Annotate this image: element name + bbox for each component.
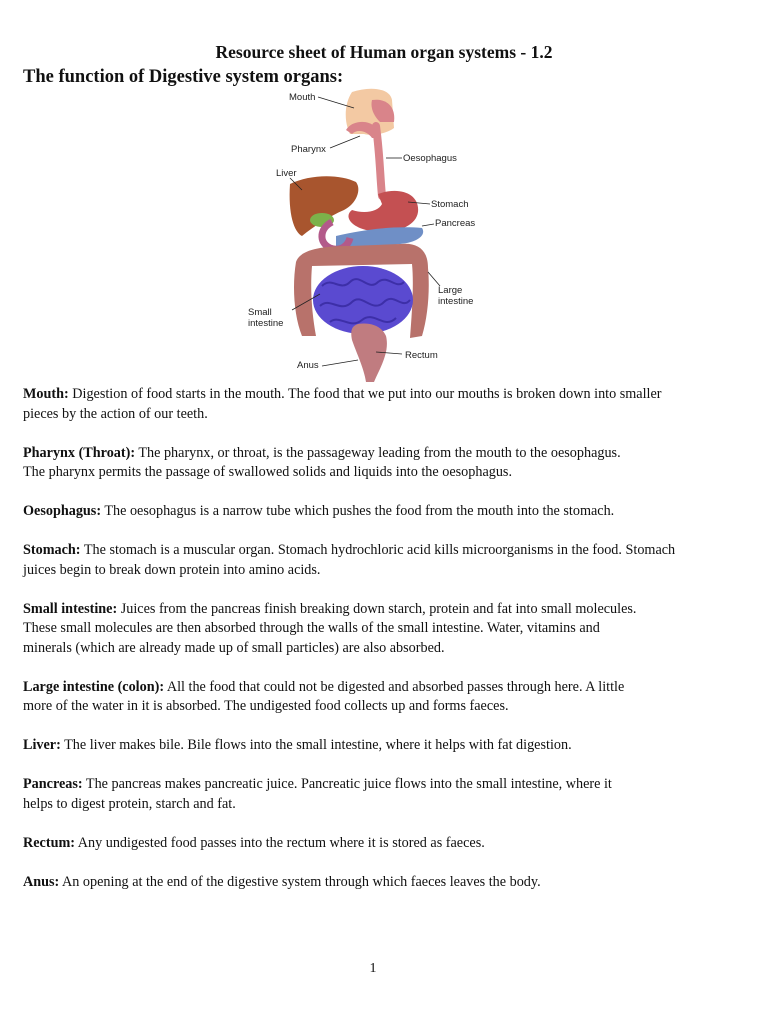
oesophagus-tube bbox=[376, 126, 382, 196]
entry-anus bbox=[23, 873, 748, 893]
entry-pancreas bbox=[23, 775, 748, 814]
entry-pharynx bbox=[23, 444, 748, 483]
entry-text: Juices from the pancreas finish breaking down starch, protein and fat into small molecules. bbox=[120, 600, 637, 617]
entry-liver bbox=[23, 736, 748, 756]
entry-line: These small molecules are then absorbed through the walls of the small intestine. Water, vitamins and bbox=[23, 620, 600, 636]
entry-text: The liver makes bile. Bile flows into the small intestine, where it helps with fat digestion. bbox=[64, 737, 572, 753]
entry-term: Large intestine (colon): bbox=[23, 678, 165, 695]
label-anus: Anus bbox=[297, 360, 319, 371]
entry-term: Anus: bbox=[23, 873, 60, 890]
entry-line: helps to digest protein, starch and fat. bbox=[23, 795, 236, 812]
entry-mouth bbox=[23, 385, 748, 424]
entry-line: minerals (which are already made up of small particles) are also absorbed. bbox=[23, 639, 445, 656]
entry-line bbox=[23, 775, 748, 795]
section-title: The function of Digestive system organs: bbox=[23, 67, 344, 87]
entry-text: The stomach is a muscular organ. Stomach hydrochloric acid kills microorganisms in the food. Stomach bbox=[83, 542, 676, 558]
entry-line bbox=[23, 834, 748, 854]
entry-text: All the food that could not be digested and absorbed passes through here. A little bbox=[166, 678, 625, 695]
digestive-system-diagram bbox=[240, 86, 490, 386]
entry-text: The oesophagus is a narrow tube which pushes the food from the mouth into the stomach. bbox=[104, 503, 615, 519]
entry-line bbox=[23, 678, 748, 698]
label-stomach: Stomach bbox=[431, 199, 469, 210]
page-number: 1 bbox=[369, 961, 377, 976]
entry-line: The pharynx permits the passage of swallowed solids and liquids into the oesophagus. bbox=[23, 464, 512, 480]
page-title: Resource sheet of Human organ systems - 1.2 bbox=[215, 42, 553, 62]
label-mouth: Mouth bbox=[289, 92, 316, 103]
label-large-intestine-1: Large bbox=[438, 285, 463, 296]
entry-term: Pharynx (Throat): bbox=[23, 444, 136, 461]
entry-line bbox=[23, 385, 748, 405]
entry-term: Pancreas: bbox=[23, 776, 83, 792]
entry-text: The pharynx, or throat, is the passageway leading from the mouth to the oesophagus. bbox=[138, 444, 621, 461]
entry-line bbox=[23, 502, 748, 522]
entry-line: pieces by the action of our teeth. bbox=[23, 405, 208, 422]
entry-term: Oesophagus: bbox=[23, 503, 102, 519]
label-pharynx: Pharynx bbox=[291, 144, 326, 155]
label-pancreas: Pancreas bbox=[435, 218, 476, 229]
organ-descriptions bbox=[23, 385, 748, 912]
entry-stomach bbox=[23, 541, 748, 580]
entry-large-intestine bbox=[23, 678, 748, 717]
entry-term: Mouth: bbox=[23, 386, 69, 402]
entry-term: Liver: bbox=[23, 737, 61, 753]
label-rectum: Rectum bbox=[405, 350, 438, 361]
label-liver: Liver bbox=[276, 168, 297, 179]
entry-small-intestine bbox=[23, 600, 748, 659]
entry-line bbox=[23, 736, 748, 756]
entry-text: The pancreas makes pancreatic juice. Pancreatic juice flows into the small intestine, where it bbox=[85, 776, 612, 792]
entry-line bbox=[23, 444, 748, 464]
entry-term: Rectum: bbox=[23, 834, 75, 851]
entry-term: Stomach: bbox=[23, 542, 81, 558]
entry-line bbox=[23, 873, 748, 893]
label-oesophagus: Oesophagus bbox=[403, 153, 457, 164]
entry-line: juices begin to break down protein into amino acids. bbox=[23, 561, 321, 578]
label-small-intestine-1: Small bbox=[248, 307, 272, 318]
label-large-intestine-2: intestine bbox=[438, 296, 474, 307]
label-small-intestine-2: intestine bbox=[248, 318, 284, 329]
entry-line: more of the water in it is absorbed. The undigested food collects up and forms faeces. bbox=[23, 698, 509, 714]
entry-rectum bbox=[23, 834, 748, 854]
entry-line bbox=[23, 541, 748, 561]
entry-text: Digestion of food starts in the mouth. The food that we put into our mouths is broken down into smaller bbox=[72, 386, 662, 402]
entry-term: Small intestine: bbox=[23, 600, 118, 617]
entry-oesophagus bbox=[23, 502, 748, 522]
stomach-shape bbox=[348, 191, 418, 232]
entry-line bbox=[23, 600, 748, 620]
entry-text: An opening at the end of the digestive system through which faeces leaves the body. bbox=[62, 873, 541, 890]
entry-text: Any undigested food passes into the rectum where it is stored as faeces. bbox=[77, 834, 485, 851]
